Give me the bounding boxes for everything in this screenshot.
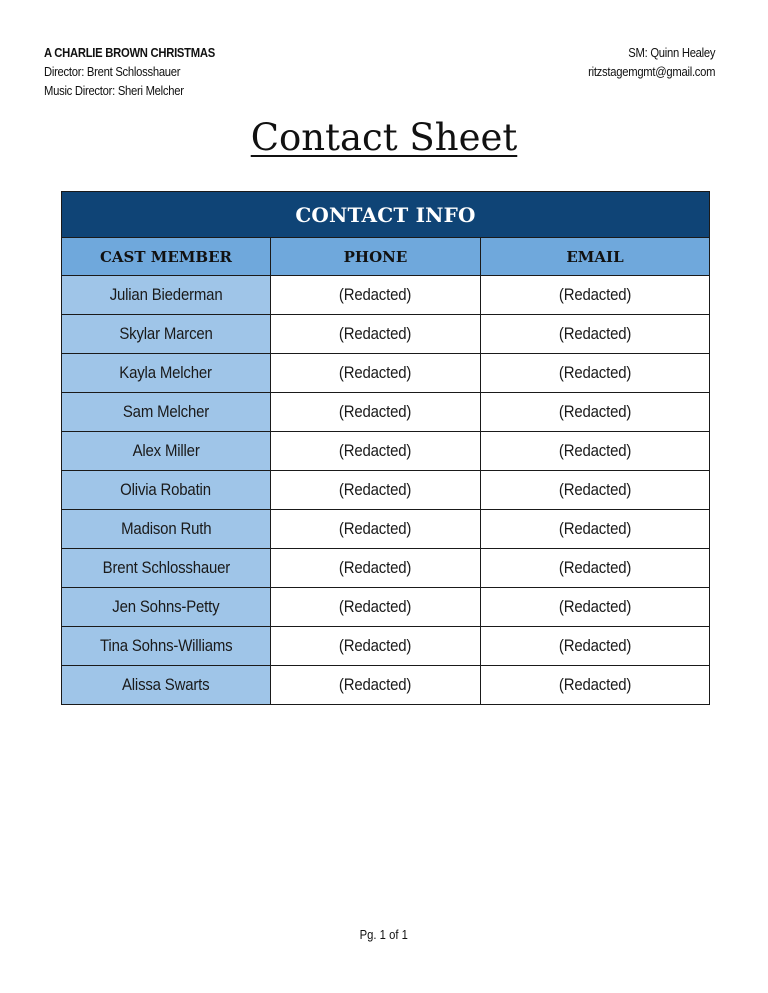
phone-cell <box>271 393 481 432</box>
music-director-line: Music Director: Sheri Melcher <box>44 84 184 98</box>
table-row <box>62 276 710 315</box>
cast-member-cell <box>62 588 271 627</box>
email-cell-text: (Redacted) <box>558 519 632 538</box>
email-cell-text: (Redacted) <box>558 558 632 577</box>
email-cell <box>481 354 710 393</box>
phone-cell-text: (Redacted) <box>339 675 412 694</box>
email-cell <box>481 276 710 315</box>
stage-manager-email: ritzstagemgmt@gmail.com <box>587 65 715 79</box>
cast-member-cell <box>62 276 271 315</box>
cast-member-cell-text: Sam Melcher <box>122 402 210 421</box>
cast-member-cell <box>62 315 271 354</box>
cast-member-cell-text: Alissa Swarts <box>122 675 210 694</box>
email-cell <box>481 666 710 705</box>
table-row <box>62 393 710 432</box>
cast-member-cell <box>62 549 271 588</box>
email-cell-text: (Redacted) <box>558 363 632 382</box>
email-cell-text: (Redacted) <box>558 285 632 304</box>
email-cell <box>481 627 710 666</box>
email-cell-text: (Redacted) <box>558 402 632 421</box>
cast-member-cell <box>62 666 271 705</box>
phone-cell-text: (Redacted) <box>339 597 412 616</box>
cast-member-cell-text: Jen Sohns-Petty <box>112 597 220 616</box>
email-cell-text: (Redacted) <box>558 441 632 460</box>
cast-member-cell-text: Olivia Robatin <box>120 480 212 499</box>
contact-table <box>61 191 710 705</box>
phone-cell <box>271 588 481 627</box>
stage-manager-line: SM: Quinn Healey <box>628 46 715 60</box>
cast-member-cell-text: Tina Sohns-Williams <box>99 636 233 655</box>
phone-cell <box>271 627 481 666</box>
email-cell <box>481 315 710 354</box>
phone-cell-text: (Redacted) <box>339 480 412 499</box>
phone-cell <box>271 510 481 549</box>
phone-cell-text: (Redacted) <box>339 636 412 655</box>
column-header-cast-member: CAST MEMBER <box>62 238 271 276</box>
table-row <box>62 354 710 393</box>
phone-cell-text: (Redacted) <box>339 441 412 460</box>
contact-rows <box>62 276 710 705</box>
email-cell <box>481 549 710 588</box>
phone-cell <box>271 354 481 393</box>
email-cell <box>481 510 710 549</box>
phone-cell <box>271 315 481 354</box>
email-cell <box>481 432 710 471</box>
phone-cell <box>271 666 481 705</box>
cast-member-cell <box>62 432 271 471</box>
cast-member-cell <box>62 510 271 549</box>
table-row <box>62 471 710 510</box>
column-header-email: EMAIL <box>481 238 710 276</box>
phone-cell-text: (Redacted) <box>339 324 412 343</box>
cast-member-cell-text: Madison Ruth <box>120 519 212 538</box>
table-row <box>62 315 710 354</box>
table-row <box>62 549 710 588</box>
table-row <box>62 627 710 666</box>
phone-cell-text: (Redacted) <box>339 285 412 304</box>
email-cell-text: (Redacted) <box>558 636 632 655</box>
table-banner: CONTACT INFO <box>62 192 710 238</box>
table-banner-row <box>62 192 710 238</box>
cast-member-cell-text: Julian Biederman <box>109 285 223 304</box>
stage-manager-info <box>588 44 715 82</box>
cast-member-cell-text: Skylar Marcen <box>119 324 213 343</box>
table-row <box>62 666 710 705</box>
cast-member-cell-text: Alex Miller <box>132 441 200 460</box>
page-number <box>0 928 768 942</box>
email-cell <box>481 588 710 627</box>
cast-member-cell <box>62 627 271 666</box>
phone-cell <box>271 276 481 315</box>
column-header-row <box>62 238 710 276</box>
page-number-text: Pg. 1 of 1 <box>359 928 409 942</box>
cast-member-cell <box>62 393 271 432</box>
phone-cell-text: (Redacted) <box>339 519 412 538</box>
cast-member-cell-text: Kayla Melcher <box>119 363 213 382</box>
page-title: Contact Sheet <box>250 116 518 159</box>
table-row <box>62 588 710 627</box>
email-cell-text: (Redacted) <box>558 597 632 616</box>
cast-member-cell <box>62 354 271 393</box>
email-cell <box>481 393 710 432</box>
show-title: A CHARLIE BROWN CHRISTMAS <box>44 46 215 60</box>
cast-member-cell <box>62 471 271 510</box>
phone-cell-text: (Redacted) <box>339 402 412 421</box>
director-line: Director: Brent Schlosshauer <box>44 65 181 79</box>
phone-cell <box>271 432 481 471</box>
table-row <box>62 510 710 549</box>
table-row <box>62 432 710 471</box>
email-cell <box>481 471 710 510</box>
phone-cell <box>271 471 481 510</box>
phone-cell <box>271 549 481 588</box>
email-cell-text: (Redacted) <box>558 675 632 694</box>
phone-cell-text: (Redacted) <box>339 558 412 577</box>
email-cell-text: (Redacted) <box>558 480 632 499</box>
column-header-phone: PHONE <box>271 238 481 276</box>
production-info <box>44 44 215 101</box>
email-cell-text: (Redacted) <box>558 324 632 343</box>
cast-member-cell-text: Brent Schlosshauer <box>102 558 230 577</box>
phone-cell-text: (Redacted) <box>339 363 412 382</box>
